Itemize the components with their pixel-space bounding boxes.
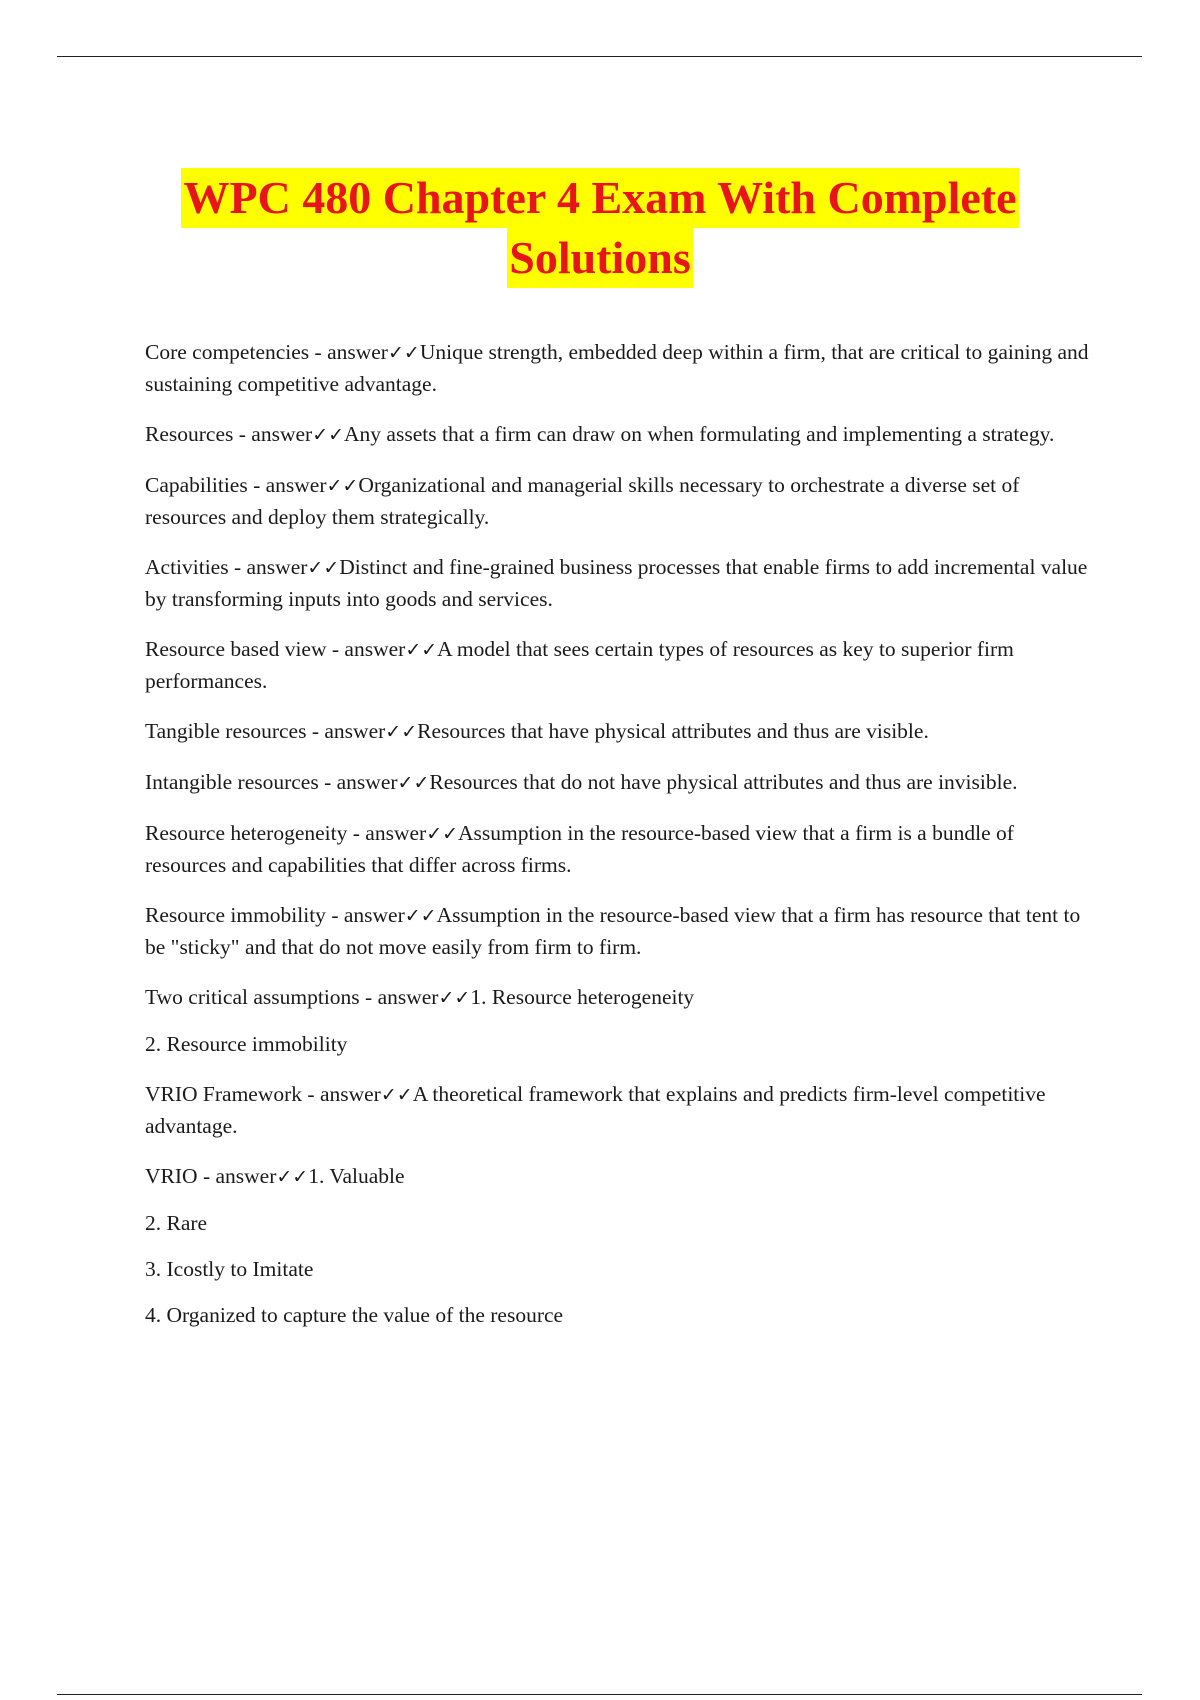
- list-item: 4. Organized to capture the value of the resource: [145, 1303, 564, 1327]
- answer-separator: - answer: [306, 719, 386, 743]
- term: Two critical assumptions: [145, 985, 360, 1009]
- double-check-icon: ✓✓: [385, 721, 418, 743]
- answer-text: Unique strength, embedded deep within a firm, that are critical to gaining and sustaining competitive advantage.: [145, 340, 1089, 396]
- qa-entry: [145, 337, 1095, 400]
- answer-separator: - answer: [347, 821, 427, 845]
- double-check-icon: ✓✓: [387, 342, 420, 364]
- term: Resource based view: [145, 637, 327, 661]
- qa-entry: [145, 552, 1095, 615]
- answer-separator: - answer: [325, 903, 405, 927]
- answer-separator: - answer: [326, 637, 406, 661]
- answer-text: Assumption in the resource-based view that a firm is a bundle of resources and capabilities that differ across firms.: [145, 821, 1014, 877]
- qa-entry: [145, 419, 1095, 451]
- answer-text: Resources that do not have physical attributes and thus are invisible.: [429, 770, 1018, 794]
- qa-entry: [145, 982, 1095, 1014]
- qa-entry: [145, 470, 1095, 533]
- term: VRIO Framework: [145, 1082, 303, 1106]
- answer-separator: - answer: [302, 1082, 381, 1106]
- answer-text: A theoretical framework that explains and predicts firm-level competitive advantage.: [145, 1082, 1046, 1138]
- answer-text: A model that sees certain types of resources as key to superior firm performances.: [145, 637, 1014, 693]
- qa-entry: [145, 767, 1095, 799]
- answer-text: Resources that have physical attributes and thus are visible.: [417, 719, 929, 743]
- double-check-icon: ✓✓: [397, 772, 430, 794]
- double-check-icon: ✓✓: [426, 823, 459, 845]
- list-item: 2. Rare: [145, 1211, 208, 1235]
- term: VRIO: [145, 1164, 198, 1188]
- answer-separator: - answer: [309, 340, 388, 364]
- title-line-2: Solutions: [507, 228, 693, 288]
- double-check-icon: ✓✓: [326, 475, 359, 497]
- list-item: 2. Resource immobility: [145, 1032, 348, 1056]
- answer-separator: - answer: [359, 985, 439, 1009]
- answer-separator: - answer: [197, 1164, 277, 1188]
- answer-separator: - answer: [247, 473, 327, 497]
- answer-text: Distinct and fine-grained business processes that enable firms to add incremental value by transforming inputs into goods and services.: [145, 555, 1088, 611]
- qa-entry: [145, 634, 1095, 697]
- answer-separator: - answer: [228, 555, 308, 579]
- double-check-icon: ✓✓: [380, 1084, 413, 1106]
- qa-entry: [145, 900, 1095, 963]
- term: Tangible resources: [145, 719, 307, 743]
- title-line-1: WPC 480 Chapter 4 Exam With Complete: [181, 168, 1018, 228]
- term: Resource heterogeneity: [145, 821, 348, 845]
- document-title: [100, 168, 1100, 288]
- answer-text: 1. Resource heterogeneity: [470, 985, 695, 1009]
- list-item: 3. Icostly to Imitate: [145, 1257, 314, 1281]
- qa-entry: [145, 1161, 1095, 1193]
- double-check-icon: ✓✓: [276, 1166, 309, 1188]
- term: Core competencies: [145, 340, 310, 364]
- answer-text: Organizational and managerial skills necessary to orchestrate a diverse set of resources and deploy them strategically.: [145, 473, 1020, 529]
- answer-separator: - answer: [233, 422, 313, 446]
- double-check-icon: ✓✓: [307, 557, 340, 579]
- answer-text: 1. Valuable: [308, 1164, 405, 1188]
- term: Capabilities: [145, 473, 248, 497]
- qa-list: [145, 337, 1095, 1346]
- answer-text: Any assets that a firm can draw on when formulating and implementing a strategy.: [344, 422, 1055, 446]
- term: Resource immobility: [145, 903, 326, 927]
- term: Intangible resources: [145, 770, 319, 794]
- top-rule: [57, 56, 1142, 57]
- term: Activities: [145, 555, 229, 579]
- double-check-icon: ✓✓: [404, 905, 437, 927]
- double-check-icon: ✓✓: [438, 987, 471, 1009]
- qa-entry: [145, 1079, 1095, 1142]
- term: Resources: [145, 422, 234, 446]
- bottom-rule: [57, 1694, 1142, 1695]
- qa-entry: [145, 818, 1095, 881]
- double-check-icon: ✓✓: [312, 424, 345, 446]
- qa-entry: [145, 716, 1095, 748]
- double-check-icon: ✓✓: [405, 639, 438, 661]
- answer-text: Assumption in the resource-based view that a firm has resource that tent to be "sticky" and that do not move easily from firm to firm.: [145, 903, 1081, 959]
- answer-separator: - answer: [318, 770, 398, 794]
